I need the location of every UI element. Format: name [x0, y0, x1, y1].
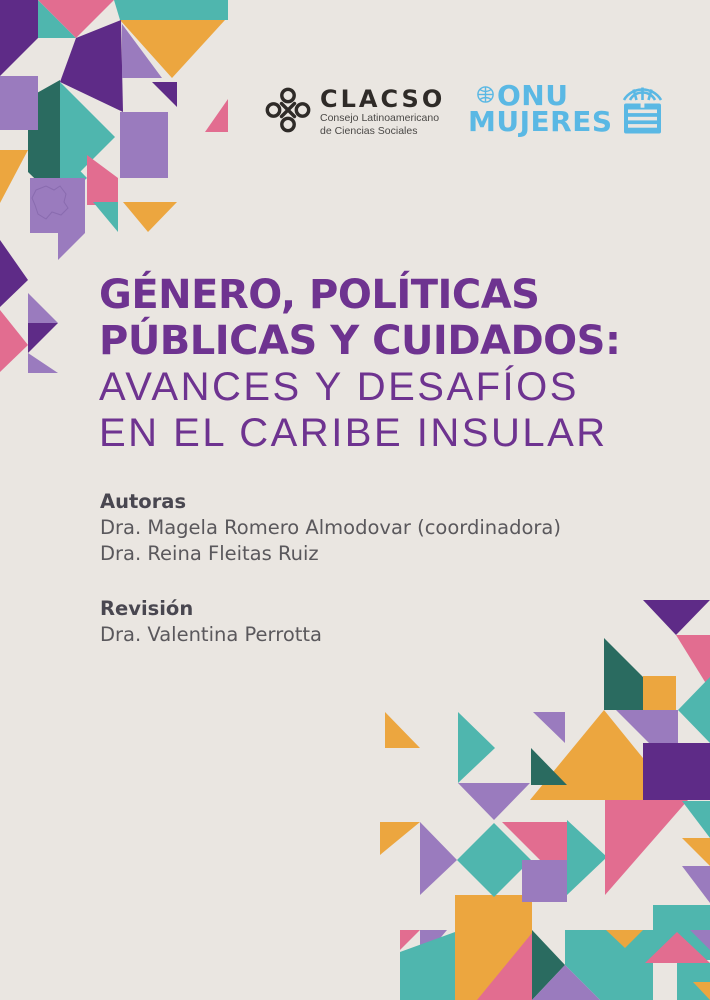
clacso-logo [264, 86, 445, 137]
author-line-1: Dra. Magela Romero Almodovar (coordinadora) [100, 516, 561, 539]
revision-heading: Revisión [100, 597, 194, 620]
un-women-emblem-icon [618, 83, 667, 135]
title-line-2: PÚBLICAS Y CUIDADOS: [99, 318, 621, 364]
clacso-subtitle-line2: de Ciencias Sociales [320, 124, 418, 137]
author-line-2: Dra. Reina Fleitas Ruiz [100, 542, 319, 565]
revision-line-1: Dra. Valentina Perrotta [100, 623, 322, 646]
clacso-subtitle-line1: Consejo Latinoamericano [320, 112, 440, 124]
clacso-wordmark: CLACSO [320, 85, 446, 113]
credits-block [100, 489, 561, 648]
clacso-knot-icon [264, 86, 312, 134]
title-line-4: EN EL CARIBE INSULAR [99, 411, 608, 455]
cover-title [99, 272, 620, 456]
onu-wordmark-line2: MUJERES [468, 105, 613, 138]
title-line-1: GÉNERO, POLÍTICAS [99, 272, 540, 318]
title-line-3: AVANCES Y DESAFÍOS [99, 365, 579, 409]
authors-heading: Autoras [100, 490, 187, 513]
onu-mujeres-logo [468, 79, 667, 138]
onu-wordmark-line1: ONU [497, 79, 569, 112]
un-globe-icon [476, 85, 495, 104]
